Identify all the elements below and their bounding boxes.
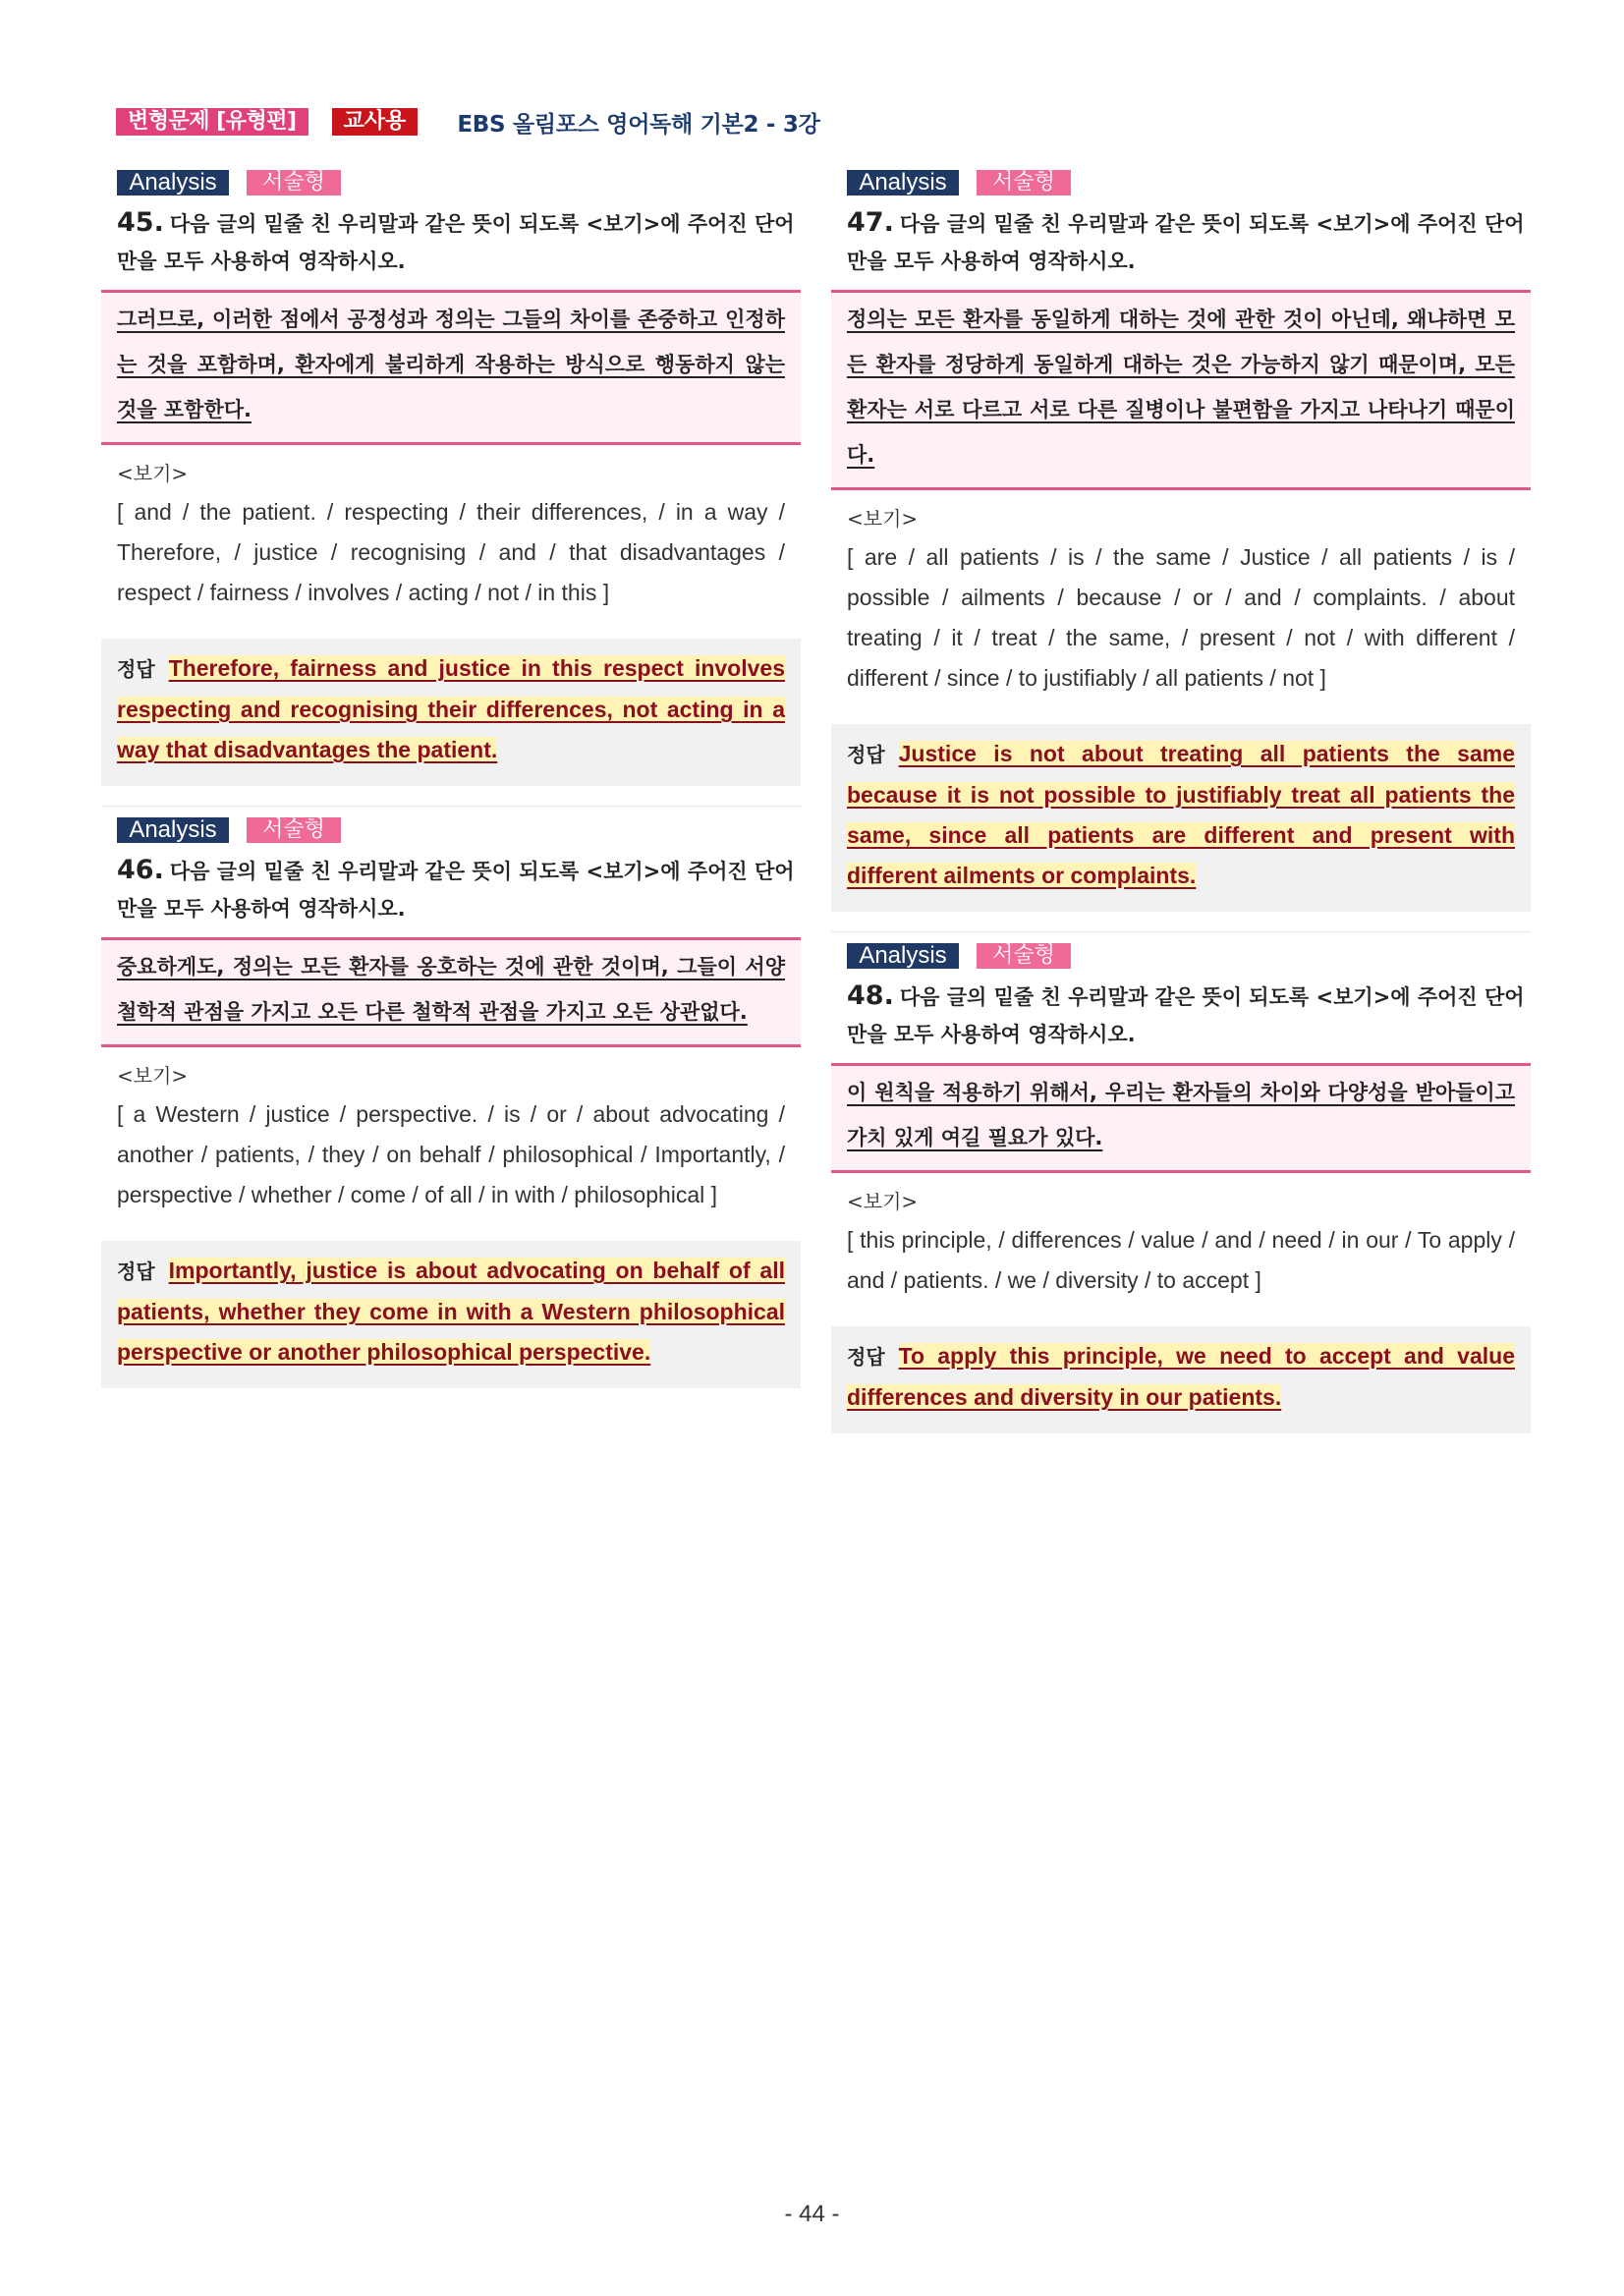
answer-label: 정답	[117, 657, 155, 681]
answer-text: Importantly, justice is about advocating on behalf of all patients, whether they come in with a Western philosophical perspective or another philosophical perspective.	[117, 1258, 785, 1365]
question-number: 48.	[847, 980, 894, 1011]
question-47	[831, 169, 1531, 932]
document-title: EBS 올림포스 영어독해 기본2 - 3강	[457, 111, 820, 138]
question-divider	[101, 806, 801, 807]
bogi-label: <보기>	[847, 1190, 919, 1213]
question-type-badge: 서술형	[247, 170, 341, 196]
analysis-badge: Analysis	[117, 817, 229, 843]
korean-passage: 정의는 모든 환자를 동일하게 대하는 것에 관한 것이 아닌데, 왜냐하면 모든 환자를 정당하게 동일하게 대하는 것은 가능하지 않기 때문이며, 모든 환자는 서로 다르고 서로 다른 질병이나 불편함을 가지고 나타나기 때문이다.	[847, 308, 1515, 467]
answer-label: 정답	[847, 743, 885, 766]
analysis-badge: Analysis	[847, 943, 959, 969]
answer-box	[101, 1241, 801, 1388]
answer-text: Justice is not about treating all patients the same because it is not possible to justifiably treat all patients the same, since all patients are different and present with different ailments or complaints.	[847, 741, 1515, 888]
korean-passage-box	[101, 937, 801, 1047]
question-instruction: 다음 글의 밑줄 친 우리말과 같은 뜻이 되도록 <보기>에 주어진 단어만을 모두 사용하여 영작하시오.	[847, 985, 1525, 1046]
question-prompt	[117, 204, 795, 280]
question-type-badge: 서술형	[247, 817, 341, 843]
bogi-label: <보기>	[117, 1064, 189, 1088]
question-number: 47.	[847, 207, 894, 238]
question-badges	[117, 816, 801, 844]
question-prompt	[117, 852, 795, 927]
answer-box	[831, 724, 1531, 912]
question-prompt	[847, 204, 1525, 280]
answer-box	[831, 1326, 1531, 1433]
analysis-badge: Analysis	[117, 170, 229, 196]
question-type-badge: 서술형	[977, 170, 1071, 196]
korean-passage: 중요하게도, 정의는 모든 환자를 옹호하는 것에 관한 것이며, 그들이 서양 철학적 관점을 가지고 오든 다른 철학적 관점을 가지고 오든 상관없다.	[117, 955, 785, 1024]
bogi-word-list: [ this principle, / differences / value / and / need / in our / To apply / and / patients. / we / diversity / to accept ]	[847, 1227, 1515, 1293]
left-column	[101, 169, 801, 1388]
question-prompt	[847, 978, 1525, 1053]
answer-label: 정답	[117, 1260, 155, 1283]
question-instruction: 다음 글의 밑줄 친 우리말과 같은 뜻이 되도록 <보기>에 주어진 단어만을 모두 사용하여 영작하시오.	[117, 860, 795, 921]
korean-passage-box	[831, 1063, 1531, 1173]
answer-text: Therefore, fairness and justice in this respect involves respecting and recognising their differences, not acting in a way that disadvantages the patient.	[117, 655, 785, 762]
question-badges	[847, 169, 1531, 196]
korean-passage-box	[101, 290, 801, 445]
bogi-word-list: [ and / the patient. / respecting / their differences, / in a way / Therefore, / justice / recognising / and / that disadvantages / respect / fairness / involves / acting / not / in this ]	[117, 499, 785, 605]
analysis-badge: Analysis	[847, 170, 959, 196]
bogi-label: <보기>	[847, 507, 919, 531]
question-number: 46.	[117, 855, 164, 885]
bogi-word-list: [ a Western / justice / perspective. / is / or / about advocating / another / patients, / they / on behalf / philosophical / Importantly, / perspective / whether / come / of all / in with / philosophical ]	[117, 1101, 785, 1207]
question-badges	[117, 169, 801, 196]
korean-passage: 그러므로, 이러한 점에서 공정성과 정의는 그들의 차이를 존중하고 인정하는 것을 포함하며, 환자에게 불리하게 작용하는 방식으로 행동하지 않는 것을 포함한다.	[117, 308, 785, 421]
question-48	[831, 942, 1531, 1433]
right-column	[831, 169, 1531, 1433]
category-tag: 변형문제 [유형편]	[116, 108, 308, 136]
question-instruction: 다음 글의 밑줄 친 우리말과 같은 뜻이 되도록 <보기>에 주어진 단어만을 모두 사용하여 영작하시오.	[847, 212, 1525, 273]
answer-label: 정답	[847, 1345, 885, 1369]
question-number: 45.	[117, 207, 164, 238]
page-number: - 44 -	[784, 2201, 840, 2227]
question-46	[101, 816, 801, 1388]
korean-passage: 이 원칙을 적용하기 위해서, 우리는 환자들의 차이와 다양성을 받아들이고 가치 있게 여길 필요가 있다.	[847, 1081, 1515, 1149]
question-45	[101, 169, 801, 807]
question-badges	[847, 942, 1531, 970]
teacher-tag: 교사용	[332, 108, 419, 136]
question-type-badge: 서술형	[977, 943, 1071, 969]
question-divider	[831, 931, 1531, 932]
bogi-word-list: [ are / all patients / is / the same / Justice / all patients / is / possible / ailments / because / or / and / complaints. / about treating / it / treat / the same, / present / not / with different / different / since / to justifiably / all patients / not ]	[847, 544, 1515, 691]
bogi-label: <보기>	[117, 462, 189, 485]
question-instruction: 다음 글의 밑줄 친 우리말과 같은 뜻이 되도록 <보기>에 주어진 단어만을 모두 사용하여 영작하시오.	[117, 212, 795, 273]
page-header	[116, 106, 820, 138]
answer-box	[101, 639, 801, 786]
answer-text: To apply this principle, we need to accept and value differences and diversity in our patients.	[847, 1343, 1515, 1410]
korean-passage-box	[831, 290, 1531, 490]
